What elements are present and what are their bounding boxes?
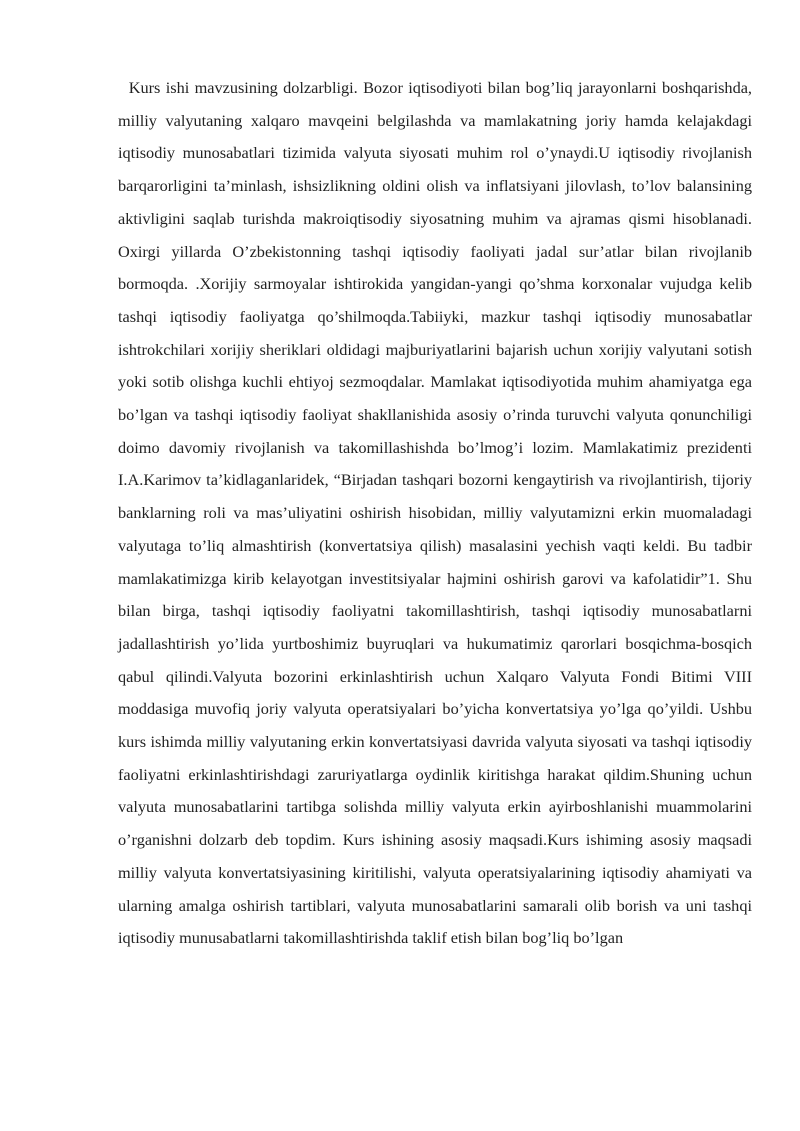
paragraph: Kurs ishi mavzusining dolzarbligi. Bozor iqtisodiyoti bilan bog’liq jarayonlarni boshqarishda, milliy valyutaning xalqaro mavqeini belgilashda va mamlakatning joriy hamda kelajakdagi iqtisodiy munosabatlari tizimida valyuta siyosati muhim rol o’ynaydi.U iqtisodiy rivojlanish barqarorligini ta’minlash, ishsizlikning oldini olish va inflatsiyani jilovlash, to’lov balansining aktivligini saqlab turishda makroiqtisodiy siyosatning muhim va ajramas qismi hisoblanadi. Oxirgi yillarda O’zbekistonning tashqi iqtisodiy faoliyati jadal sur’atlar bilan rivojlanib bormoqda. .Xorijiy sarmoyalar ishtirokida yangidan-yangi qo’shma korxonalar vujudga kelib tashqi iqtisodiy faoliyatga qo’shilmoqda.Tabiiyki, mazkur tashqi iqtisodiy munosabatlar ishtrokchilari xorijiy sheriklari oldidagi majburiyatlarini bajarish uchun xorijiy valyutani sotish yoki sotib olishga kuchli ehtiyoj sezmoqdalar. Mamlakat iqtisodiyotida muhim ahamiyatga ega bo’lgan va tashqi iqtisodiy faoliyat shakllanishida asosiy o’rinda turuvchi valyuta qonunchiligi doimo davomiy rivojlanish va takomillashishda bo’lmog’i lozim. Mamlakatimiz prezidenti I.A.Karimov ta’kidlaganlaridek, “Birjadan tashqari bozorni kengaytirish va rivojlantirish, tijoriy banklarning roli va mas’uliyatini oshirish hisobidan, milliy valyutamizni erkin muomaladagi valyutaga to’liq almashtirish (konvertatsiya qilish) masalasini yechish vaqti keldi. Bu tadbir mamlakatimizga kirib kelayotgan investitsiyalar hajmini oshirish garovi va kafolatidir”1. Shu bilan birga, tashqi iqtisodiy faoliyatni takomillashtirish, tashqi iqtisodiy munosabatlarni jadallashtirish yo’lida yurtboshimiz buyruqlari va hukumatimiz qarorlari bosqichma-bosqich qabul qilindi.Valyuta bozorini erkinlashtirish uchun Xalqaro Valyuta Fondi Bitimi VIII moddasiga muvofiq joriy valyuta operatsiyalari bo’yicha konvertatsiya yo’lga qo’yildi. Ushbu kurs ishimda milliy valyutaning erkin konvertatsiyasi davrida valyuta siyosati va tashqi iqtisodiy faoliyatni erkinlashtirishdagi zaruriyatlarga oydinlik kiritishga harakat qildim.Shuning uchun valyuta munosabatlarini tartibga solishda milliy valyuta erkin ayirboshlanishi muammolarini o’rganishni dolzarb deb topdim. Kurs ishining asosiy maqsadi.Kurs ishiming asosiy maqsadi milliy valyuta konvertatsiyasining kiritilishi, valyuta operatsiyalarining iqtisodiy ahamiyati va ularning amalga oshirish tartiblari, valyuta munosabatlarini samarali olib borish va uni tashqi iqtisodiy munusabatlarni takomillashtirishda taklif etish bilan bog’liq bo’lgan — [118, 78, 757, 948]
body-text — [118, 72, 757, 955]
